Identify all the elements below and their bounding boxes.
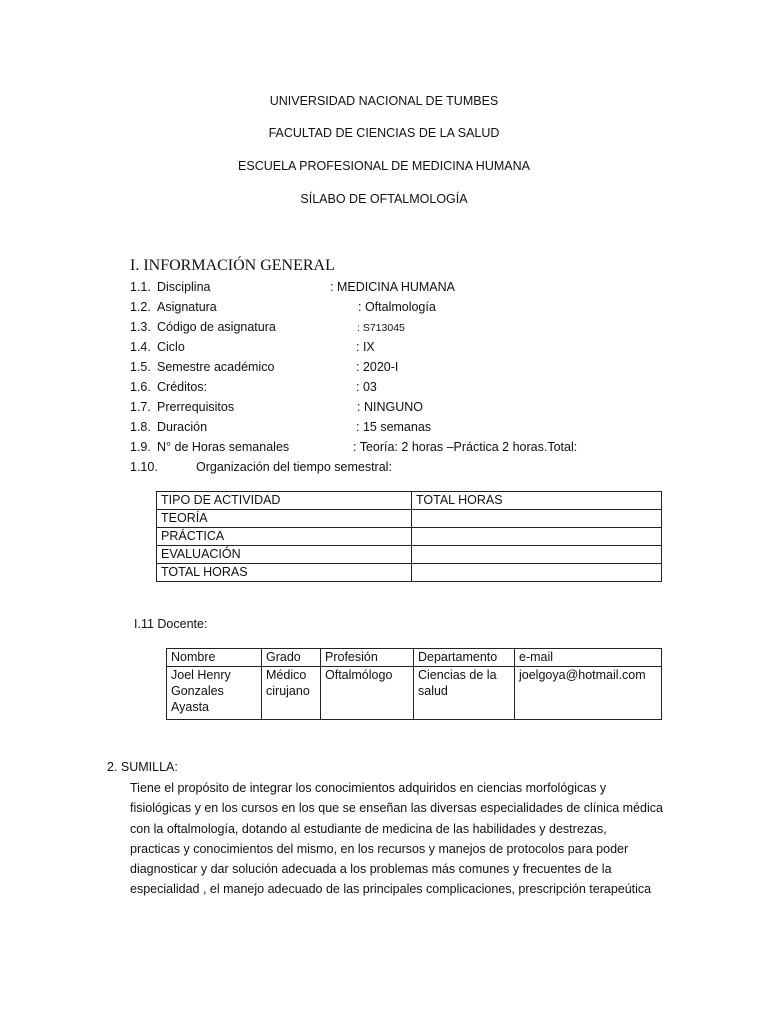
- table-row: [157, 510, 662, 528]
- table-cell: [412, 546, 662, 564]
- table-cell: PRÁCTICA: [157, 528, 412, 546]
- sumilla-line: fisiológicas y en los cursos en los que se enseñan las diversas especialidades de clínica médica: [130, 801, 663, 816]
- docente-email-cell: joelgoya@hotmail.com: [515, 667, 662, 720]
- table-header-cell: e-mail: [515, 649, 662, 667]
- table-cell: [412, 528, 662, 546]
- school-name: ESCUELA PROFESIONAL DE MEDICINA HUMANA: [238, 159, 530, 173]
- sumilla-line: Tiene el propósito de integrar los conocimientos adquiridos en ciencias morfológicas y: [130, 781, 607, 795]
- docente-grado-cell: Médico cirujano: [262, 667, 321, 720]
- table-cell: TOTAL HORAS: [157, 564, 412, 582]
- table-row: [157, 528, 662, 546]
- sumilla-paragraph: [130, 778, 670, 900]
- table-row: [157, 546, 662, 564]
- table-header-cell: Departamento: [414, 649, 515, 667]
- section-general-info-heading: I. INFORMACIÓN GENERAL: [130, 257, 335, 274]
- sumilla-line: especialidad , el manejo adecuado de las principales complicaciones, prescripción terapeútica: [130, 882, 652, 897]
- table-header-cell: TIPO DE ACTIVIDAD: [157, 492, 412, 510]
- table-cell: TEORÍA: [157, 510, 412, 528]
- faculty-name: FACULTAD DE CIENCIAS DE LA SALUD: [268, 126, 500, 140]
- table-cell: [412, 564, 662, 582]
- sumilla-line: practicas y conocimientos del mismo, en los recursos y manejos de protocolos para poder: [130, 841, 629, 856]
- table-header-cell: Profesión: [321, 649, 414, 667]
- docente-table: [166, 648, 662, 720]
- university-name: UNIVERSIDAD NACIONAL DE TUMBES: [269, 94, 499, 108]
- docente-name-cell: Joel Henry Gonzales Ayasta: [167, 667, 262, 720]
- activity-hours-table: [156, 491, 662, 582]
- table-row: [167, 667, 662, 720]
- table-row: [157, 564, 662, 582]
- sumilla-heading: 2. SUMILLA:: [107, 760, 178, 774]
- sumilla-line: con la oftalmología, dotando al estudiante de medicina de las habilidades y destrezas,: [130, 821, 607, 836]
- docente-departamento-cell: Ciencias de la salud: [414, 667, 515, 720]
- docente-profesion-cell: Oftalmólogo: [321, 667, 414, 720]
- docente-heading: I.11 Docente:: [134, 617, 208, 631]
- table-header-row: [157, 492, 662, 510]
- table-header-cell: Nombre: [167, 649, 262, 667]
- table-cell: EVALUACIÓN: [157, 546, 412, 564]
- table-header-row: [167, 649, 662, 667]
- table-cell: [412, 510, 662, 528]
- document-title: SÍLABO DE OFTALMOLOGÍA: [300, 192, 468, 206]
- sumilla-line: diagnosticar y dar solución adecuada a los problemas más comunes y frecuentes de la: [130, 862, 612, 877]
- table-header-cell: TOTAL HORAS: [412, 492, 662, 510]
- table-header-cell: Grado: [262, 649, 321, 667]
